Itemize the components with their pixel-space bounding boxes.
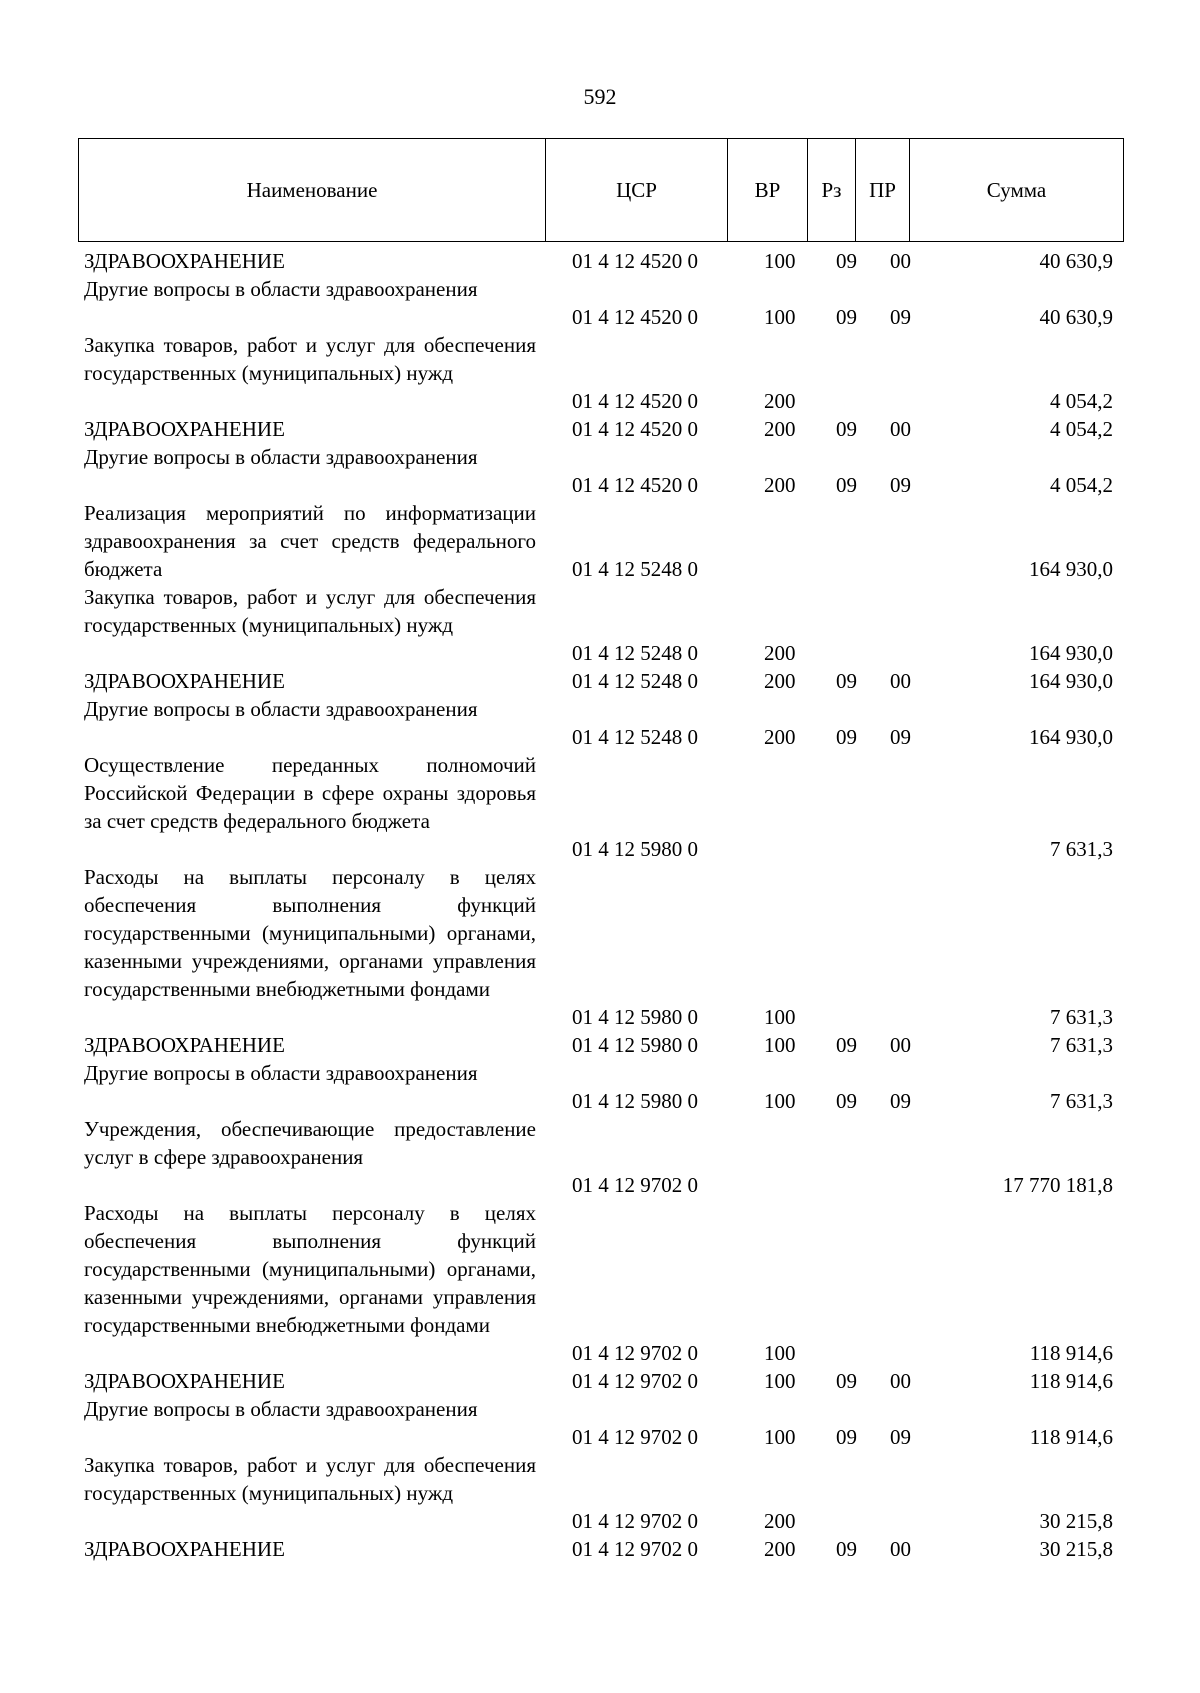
- row-vr: 200: [764, 641, 796, 665]
- row-pr: 09: [890, 725, 911, 749]
- row-name: Другие вопросы в области здравоохранения: [84, 697, 478, 721]
- row-vr: 200: [764, 417, 796, 441]
- row-csr: 01 4 12 9702 0: [572, 1425, 698, 1449]
- row-rz: 09: [836, 1033, 857, 1057]
- row-csr: 01 4 12 9702 0: [572, 1341, 698, 1365]
- row-sum: 7 631,3: [1050, 1005, 1113, 1029]
- row-csr: 01 4 12 4520 0: [572, 417, 698, 441]
- row-csr: 01 4 12 5248 0: [572, 557, 698, 581]
- table-row: [0, 499, 1200, 583]
- row-name: ЗДРАВООХРАНЕНИЕ: [84, 1033, 285, 1057]
- row-name: Расходы на выплаты персоналу в целях обеспечения выполнения функций государственными (муниципальными) органами, казенными учреждениями, органами управления государственными внебюджетными фондами: [84, 865, 536, 1001]
- row-vr: 200: [764, 669, 796, 693]
- row-pr: 00: [890, 417, 911, 441]
- row-sum: 40 630,9: [1039, 249, 1113, 273]
- row-rz: 09: [836, 1425, 857, 1449]
- row-vr: 200: [764, 473, 796, 497]
- row-csr: 01 4 12 4520 0: [572, 473, 698, 497]
- row-name: Другие вопросы в области здравоохранения: [84, 1061, 478, 1085]
- table-row: [0, 695, 1200, 751]
- row-vr: 100: [764, 305, 796, 329]
- row-csr: 01 4 12 5980 0: [572, 837, 698, 861]
- row-pr: 09: [890, 1089, 911, 1113]
- row-pr: 09: [890, 1425, 911, 1449]
- row-vr: 100: [764, 1089, 796, 1113]
- table-row: [0, 1451, 1200, 1535]
- table-row: [0, 247, 1200, 275]
- row-sum: 4 054,2: [1050, 417, 1113, 441]
- row-name: Расходы на выплаты персоналу в целях обеспечения выполнения функций государственными (муниципальными) органами, казенными учреждениями, органами управления государственными внебюджетными фондами: [84, 1201, 536, 1337]
- row-vr: 200: [764, 1537, 796, 1561]
- row-sum: 118 914,6: [1029, 1341, 1113, 1365]
- row-csr: 01 4 12 5248 0: [572, 725, 698, 749]
- row-name: Осуществление переданных полномочий Российской Федерации в сфере охраны здоровья за счет средств федерального бюджета: [84, 753, 536, 833]
- row-sum: 40 630,9: [1039, 305, 1113, 329]
- row-csr: 01 4 12 4520 0: [572, 305, 698, 329]
- header-sum: Сумма: [909, 139, 1123, 241]
- table-row: [0, 863, 1200, 1031]
- table-row: [0, 1535, 1200, 1563]
- header-vr: ВР: [727, 139, 807, 241]
- table-row: [0, 1199, 1200, 1367]
- row-name: Учреждения, обеспечивающие предоставление услуг в сфере здравоохранения: [84, 1117, 536, 1169]
- row-csr: 01 4 12 5980 0: [572, 1089, 698, 1113]
- page-number: 592: [583, 84, 617, 109]
- row-vr: 200: [764, 1509, 796, 1533]
- row-pr: 00: [890, 669, 911, 693]
- row-sum: 164 930,0: [1029, 725, 1113, 749]
- row-name: Закупка товаров, работ и услуг для обеспечения государственных (муниципальных) нужд: [84, 333, 536, 385]
- header-csr: ЦСР: [545, 139, 727, 241]
- row-name: ЗДРАВООХРАНЕНИЕ: [84, 1537, 285, 1561]
- table-row: [0, 751, 1200, 863]
- row-sum: 164 930,0: [1029, 557, 1113, 581]
- row-pr: 00: [890, 1033, 911, 1057]
- row-rz: 09: [836, 1537, 857, 1561]
- table-row: [0, 415, 1200, 443]
- row-vr: 100: [764, 1425, 796, 1449]
- row-sum: 7 631,3: [1050, 1089, 1113, 1113]
- table-row: [0, 583, 1200, 667]
- row-rz: 09: [836, 1089, 857, 1113]
- row-rz: 09: [836, 1369, 857, 1393]
- row-csr: 01 4 12 5248 0: [572, 641, 698, 665]
- row-csr: 01 4 12 5248 0: [572, 669, 698, 693]
- row-name: ЗДРАВООХРАНЕНИЕ: [84, 417, 285, 441]
- row-sum: 4 054,2: [1050, 473, 1113, 497]
- row-vr: 100: [764, 1033, 796, 1057]
- table-header: [78, 138, 1124, 242]
- row-name: Другие вопросы в области здравоохранения: [84, 1397, 478, 1421]
- row-pr: 09: [890, 305, 911, 329]
- row-sum: 4 054,2: [1050, 389, 1113, 413]
- row-csr: 01 4 12 9702 0: [572, 1173, 698, 1197]
- table-row: [0, 331, 1200, 415]
- row-vr: 100: [764, 249, 796, 273]
- row-name: ЗДРАВООХРАНЕНИЕ: [84, 1369, 285, 1393]
- row-name: Закупка товаров, работ и услуг для обеспечения государственных (муниципальных) нужд: [84, 1453, 536, 1505]
- row-rz: 09: [836, 417, 857, 441]
- row-sum: 164 930,0: [1029, 669, 1113, 693]
- row-pr: 00: [890, 1369, 911, 1393]
- row-pr: 00: [890, 249, 911, 273]
- row-csr: 01 4 12 4520 0: [572, 389, 698, 413]
- row-sum: 118 914,6: [1029, 1425, 1113, 1449]
- table-row: [0, 1395, 1200, 1451]
- row-vr: 100: [764, 1005, 796, 1029]
- table-row: [0, 1031, 1200, 1059]
- row-vr: 100: [764, 1369, 796, 1393]
- table-row: [0, 667, 1200, 695]
- row-csr: 01 4 12 9702 0: [572, 1369, 698, 1393]
- row-csr: 01 4 12 9702 0: [572, 1537, 698, 1561]
- row-sum: 118 914,6: [1029, 1369, 1113, 1393]
- row-name: Другие вопросы в области здравоохранения: [84, 445, 478, 469]
- row-sum: 164 930,0: [1029, 641, 1113, 665]
- row-csr: 01 4 12 4520 0: [572, 249, 698, 273]
- row-csr: 01 4 12 5980 0: [572, 1005, 698, 1029]
- row-sum: 7 631,3: [1050, 837, 1113, 861]
- row-vr: 200: [764, 389, 796, 413]
- row-sum: 7 631,3: [1050, 1033, 1113, 1057]
- row-name: Закупка товаров, работ и услуг для обеспечения государственных (муниципальных) нужд: [84, 585, 536, 637]
- row-rz: 09: [836, 305, 857, 329]
- header-name: Наименование: [246, 177, 378, 202]
- row-vr: 100: [764, 1341, 796, 1365]
- table-row: [0, 1367, 1200, 1395]
- row-sum: 30 215,8: [1039, 1509, 1113, 1533]
- row-rz: 09: [836, 725, 857, 749]
- row-csr: 01 4 12 5980 0: [572, 1033, 698, 1057]
- table-row: [0, 443, 1200, 499]
- row-sum: 30 215,8: [1039, 1537, 1113, 1561]
- row-sum: 17 770 181,8: [1002, 1173, 1113, 1197]
- header-pr: ПР: [855, 139, 909, 241]
- table-row: [0, 1059, 1200, 1115]
- row-pr: 09: [890, 473, 911, 497]
- row-name: Реализация мероприятий по информатизации здравоохранения за счет средств федерального бюджета: [84, 501, 536, 581]
- row-name: ЗДРАВООХРАНЕНИЕ: [84, 669, 285, 693]
- row-csr: 01 4 12 9702 0: [572, 1509, 698, 1533]
- row-vr: 200: [764, 725, 796, 749]
- row-rz: 09: [836, 473, 857, 497]
- row-pr: 00: [890, 1537, 911, 1561]
- row-rz: 09: [836, 669, 857, 693]
- header-rz: Рз: [807, 139, 855, 241]
- row-name: ЗДРАВООХРАНЕНИЕ: [84, 249, 285, 273]
- table-row: [0, 275, 1200, 331]
- table-row: [0, 1115, 1200, 1199]
- row-name: Другие вопросы в области здравоохранения: [84, 277, 478, 301]
- row-rz: 09: [836, 249, 857, 273]
